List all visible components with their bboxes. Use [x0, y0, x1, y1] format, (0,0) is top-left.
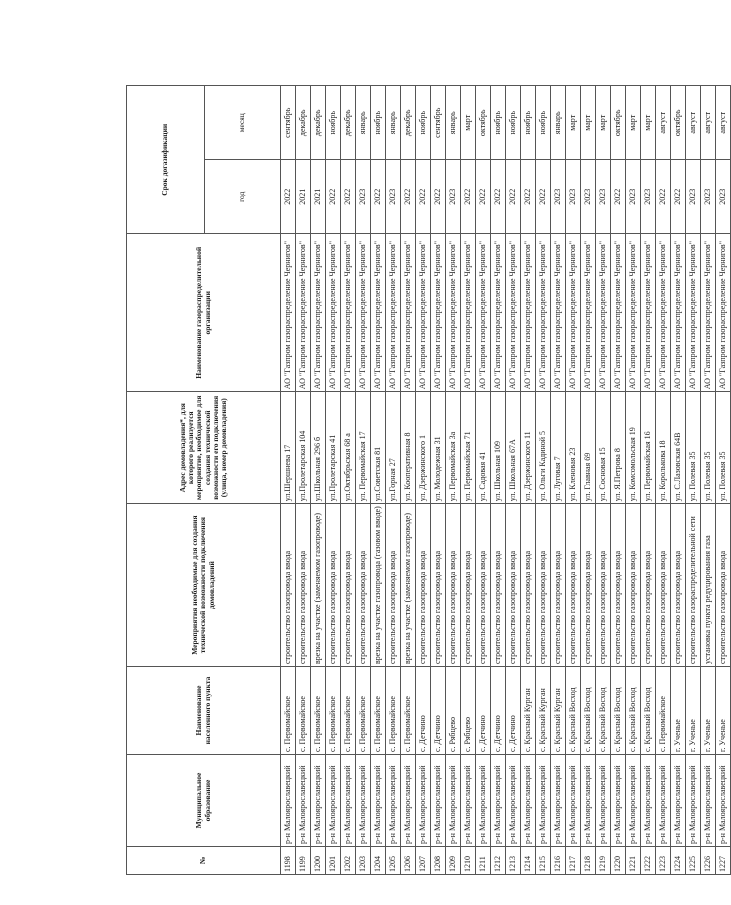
- table-row: [581, 86, 596, 875]
- cell-municipality: р-н Малоярославецкий: [611, 755, 626, 847]
- cell-measure: строительство газопровода ввода: [296, 504, 311, 667]
- cell-org: АО "Газпром газораспределение Чернигов": [551, 234, 566, 392]
- cell-org: АО "Газпром газораспределение Чернигов": [626, 234, 641, 392]
- header-municipality: Муниципальное образование: [127, 755, 281, 847]
- table-row: [656, 86, 671, 875]
- table-row: [431, 86, 446, 875]
- cell-month: январь: [356, 86, 371, 160]
- cell-settlement: с. Красный Восход: [611, 667, 626, 755]
- cell-org: АО "Газпром газораспределение Чернигов": [506, 234, 521, 392]
- header-num: №: [127, 847, 281, 875]
- cell-municipality: р-н Малоярославецкий: [341, 755, 356, 847]
- cell-num: 1227: [716, 847, 731, 875]
- cell-address: ул. Луговая 7: [551, 392, 566, 504]
- cell-settlement: с. Первомайское: [326, 667, 341, 755]
- table-row: [671, 86, 686, 875]
- cell-municipality: р-н Малоярославецкий: [521, 755, 536, 847]
- table-row: [551, 86, 566, 875]
- cell-settlement: с. Красный Восход: [641, 667, 656, 755]
- cell-address: ул. Школьная 109: [491, 392, 506, 504]
- cell-measure: врезка на участке (заменяемом газопроводе): [311, 504, 326, 667]
- cell-org: АО "Газпром газораспределение Чернигов": [311, 234, 326, 392]
- cell-address: ул. Кооперативная 8: [401, 392, 416, 504]
- cell-address: ул. Первомайская 17: [356, 392, 371, 504]
- cell-settlement: с. Первомайское: [281, 667, 296, 755]
- cell-measure: строительство газопровода ввода: [326, 504, 341, 667]
- cell-num: 1205: [386, 847, 401, 875]
- cell-measure: строительство газопровода ввода: [641, 504, 656, 667]
- cell-num: 1212: [491, 847, 506, 875]
- cell-month: январь: [386, 86, 401, 160]
- cell-measure: строительство газопровода ввода: [536, 504, 551, 667]
- cell-municipality: р-н Малоярославецкий: [491, 755, 506, 847]
- cell-settlement: с. Красный Восход: [581, 667, 596, 755]
- cell-municipality: р-н Малоярославецкий: [671, 755, 686, 847]
- cell-settlement: с. Первомайское: [341, 667, 356, 755]
- cell-municipality: р-н Малоярославецкий: [566, 755, 581, 847]
- cell-measure: строительство газопровода ввода: [566, 504, 581, 667]
- cell-municipality: р-н Малоярославецкий: [641, 755, 656, 847]
- cell-month: ноябрь: [491, 86, 506, 160]
- cell-year: 2022: [281, 160, 296, 234]
- cell-year: 2022: [656, 160, 671, 234]
- cell-measure: строительство газопровода ввода: [416, 504, 431, 667]
- cell-num: 1219: [596, 847, 611, 875]
- cell-year: 2022: [506, 160, 521, 234]
- cell-measure: врезка на участке газопровода (газовом вводе): [371, 504, 386, 667]
- header-settlement: Наименование населенного пункта: [127, 667, 281, 755]
- cell-year: 2022: [521, 160, 536, 234]
- cell-municipality: р-н Малоярославецкий: [596, 755, 611, 847]
- cell-measure: строительство газопровода ввода: [461, 504, 476, 667]
- cell-address: ул.Пролетарская 41: [326, 392, 341, 504]
- cell-org: АО "Газпром газораспределение Чернигов": [296, 234, 311, 392]
- cell-month: август: [701, 86, 716, 160]
- table-row: [686, 86, 701, 875]
- cell-org: АО "Газпром газораспределение Чернигов": [386, 234, 401, 392]
- cell-measure: строительство газопровода ввода: [341, 504, 356, 667]
- cell-num: 1222: [641, 847, 656, 875]
- cell-year: 2022: [611, 160, 626, 234]
- table-row: [506, 86, 521, 875]
- cell-org: АО "Газпром газораспределение Чернигов": [596, 234, 611, 392]
- cell-org: АО "Газпром газораспределение Чернигов": [326, 234, 341, 392]
- cell-num: 1217: [566, 847, 581, 875]
- table-row: [326, 86, 341, 875]
- cell-month: октябрь: [671, 86, 686, 160]
- cell-num: 1207: [416, 847, 431, 875]
- cell-org: АО "Газпром газораспределение Чернигов": [536, 234, 551, 392]
- cell-month: октябрь: [611, 86, 626, 160]
- cell-org: АО "Газпром газораспределение Чернигов": [656, 234, 671, 392]
- cell-month: ноябрь: [521, 86, 536, 160]
- table-row: [371, 86, 386, 875]
- cell-address: ул. Садовая 41: [476, 392, 491, 504]
- cell-settlement: с. Первомайское: [386, 667, 401, 755]
- cell-year: 2023: [641, 160, 656, 234]
- cell-org: АО "Газпром газораспределение Чернигов": [356, 234, 371, 392]
- table-row: [281, 86, 296, 875]
- cell-municipality: р-н Малоярославецкий: [431, 755, 446, 847]
- header-address: Адрес домовладения*, для которого реализуется мероприятие, необходимое для создания технической возможности его подключения (улица, номер домовладения): [127, 392, 281, 504]
- cell-settlement: с. Красный Курган: [521, 667, 536, 755]
- table-row: [386, 86, 401, 875]
- cell-address: ул. Комсомольская 19: [626, 392, 641, 504]
- gasification-table: [126, 85, 731, 875]
- cell-year: 2023: [596, 160, 611, 234]
- cell-num: 1202: [341, 847, 356, 875]
- cell-measure: строительство газопровода ввода: [491, 504, 506, 667]
- cell-year: 2022: [401, 160, 416, 234]
- table-row: [446, 86, 461, 875]
- cell-address: ул.Горная 27: [386, 392, 401, 504]
- cell-month: март: [596, 86, 611, 160]
- table-row: [611, 86, 626, 875]
- cell-settlement: с. Первомайское: [296, 667, 311, 755]
- table-row: [596, 86, 611, 875]
- cell-month: декабрь: [341, 86, 356, 160]
- cell-num: 1201: [326, 847, 341, 875]
- cell-settlement: с. Красный Курган: [536, 667, 551, 755]
- cell-month: январь: [446, 86, 461, 160]
- cell-measure: строительство газопровода ввода: [671, 504, 686, 667]
- cell-org: АО "Газпром газораспределение Чернигов": [461, 234, 476, 392]
- cell-num: 1198: [281, 847, 296, 875]
- cell-month: март: [461, 86, 476, 160]
- cell-settlement: с. Детчино: [491, 667, 506, 755]
- cell-org: АО "Газпром газораспределение Чернигов": [431, 234, 446, 392]
- cell-municipality: р-н Малоярославецкий: [716, 755, 731, 847]
- cell-org: АО "Газпром газораспределение Чернигов": [611, 234, 626, 392]
- cell-address: ул.Шершнева 17: [281, 392, 296, 504]
- header-measure: Мероприятия необходимые для создания технической возможности подключения домовладений: [127, 504, 281, 667]
- cell-month: ноябрь: [506, 86, 521, 160]
- cell-municipality: р-н Малоярославецкий: [311, 755, 326, 847]
- cell-org: АО "Газпром газораспределение Чернигов": [641, 234, 656, 392]
- cell-num: 1211: [476, 847, 491, 875]
- cell-address: ул. Первомайская 71: [461, 392, 476, 504]
- cell-month: ноябрь: [371, 86, 386, 160]
- cell-year: 2023: [566, 160, 581, 234]
- cell-settlement: с. Рябцево: [461, 667, 476, 755]
- cell-address: ул. Ольги Кадиной 5: [536, 392, 551, 504]
- header-month: месяц: [205, 86, 281, 160]
- cell-org: АО "Газпром газораспределение Чернигов": [341, 234, 356, 392]
- cell-month: март: [566, 86, 581, 160]
- table-row: [461, 86, 476, 875]
- table-row: [521, 86, 536, 875]
- cell-measure: строительство газопровода ввода: [581, 504, 596, 667]
- cell-num: 1218: [581, 847, 596, 875]
- cell-settlement: с. Первомайское: [656, 667, 671, 755]
- cell-num: 1224: [671, 847, 686, 875]
- cell-address: ул. Королькова 18: [656, 392, 671, 504]
- cell-month: март: [641, 86, 656, 160]
- table-row: [701, 86, 716, 875]
- cell-year: 2023: [626, 160, 641, 234]
- cell-address: ул. Дзержинского 11: [521, 392, 536, 504]
- cell-settlement: с. Красный Курган: [551, 667, 566, 755]
- cell-month: август: [686, 86, 701, 160]
- cell-month: август: [656, 86, 671, 160]
- cell-num: 1204: [371, 847, 386, 875]
- table-row: [401, 86, 416, 875]
- cell-year: 2022: [416, 160, 431, 234]
- cell-org: АО "Газпром газораспределение Чернигов": [281, 234, 296, 392]
- cell-month: ноябрь: [536, 86, 551, 160]
- cell-year: 2023: [356, 160, 371, 234]
- table-row: [716, 86, 731, 875]
- table-row: [566, 86, 581, 875]
- cell-address: ул.Октябрьская 68 а: [341, 392, 356, 504]
- cell-measure: установка пункта редуцирования газа: [701, 504, 716, 667]
- cell-measure: строительство газопровода ввода: [611, 504, 626, 667]
- cell-measure: строительство газопровода ввода: [431, 504, 446, 667]
- cell-year: 2022: [461, 160, 476, 234]
- cell-address: ул. Дзержинского 1: [416, 392, 431, 504]
- table-body: [281, 86, 731, 875]
- cell-municipality: р-н Малоярославецкий: [686, 755, 701, 847]
- cell-settlement: с. Рябцево: [446, 667, 461, 755]
- cell-org: АО "Газпром газораспределение Чернигов": [671, 234, 686, 392]
- cell-num: 1208: [431, 847, 446, 875]
- cell-org: АО "Газпром газораспределение Чернигов": [686, 234, 701, 392]
- cell-month: декабрь: [296, 86, 311, 160]
- cell-settlement: г. Ученые: [671, 667, 686, 755]
- cell-year: 2023: [551, 160, 566, 234]
- cell-municipality: р-н Малоярославецкий: [581, 755, 596, 847]
- cell-num: 1199: [296, 847, 311, 875]
- cell-month: август: [716, 86, 731, 160]
- cell-municipality: р-н Малоярославецкий: [701, 755, 716, 847]
- cell-num: 1216: [551, 847, 566, 875]
- cell-org: АО "Газпром газораспределение Чернигов": [401, 234, 416, 392]
- cell-measure: строительство газопровода ввода: [716, 504, 731, 667]
- cell-settlement: с. Красный Восход: [566, 667, 581, 755]
- cell-measure: строительство газопровода ввода: [521, 504, 536, 667]
- cell-settlement: с. Детчино: [416, 667, 431, 755]
- cell-num: 1215: [536, 847, 551, 875]
- cell-num: 1223: [656, 847, 671, 875]
- cell-address: ул.Советская 81: [371, 392, 386, 504]
- cell-year: 2022: [371, 160, 386, 234]
- table-row: [356, 86, 371, 875]
- cell-measure: строительство газопровода ввода: [386, 504, 401, 667]
- cell-year: 2023: [446, 160, 461, 234]
- cell-municipality: р-н Малоярославецкий: [401, 755, 416, 847]
- cell-settlement: с. Детчино: [506, 667, 521, 755]
- header-term-group: Срок догазификации: [127, 86, 205, 234]
- cell-measure: строительство газораспределительной сети: [686, 504, 701, 667]
- cell-year: 2022: [326, 160, 341, 234]
- table-row: [416, 86, 431, 875]
- cell-org: АО "Газпром газораспределение Чернигов": [491, 234, 506, 392]
- cell-settlement: с. Первомайское: [371, 667, 386, 755]
- cell-year: 2022: [491, 160, 506, 234]
- cell-num: 1206: [401, 847, 416, 875]
- cell-address: ул. Кленовая 23: [566, 392, 581, 504]
- cell-settlement: с. Детчино: [431, 667, 446, 755]
- cell-month: март: [581, 86, 596, 160]
- cell-measure: строительство газопровода ввода: [476, 504, 491, 667]
- cell-address: ул. Молодежная 31: [431, 392, 446, 504]
- cell-settlement: г. Ученые: [686, 667, 701, 755]
- cell-num: 1221: [626, 847, 641, 875]
- cell-num: 1226: [701, 847, 716, 875]
- table-row: [491, 86, 506, 875]
- cell-year: 2022: [671, 160, 686, 234]
- cell-year: 2021: [296, 160, 311, 234]
- header-year: год: [205, 160, 281, 234]
- table-row: [536, 86, 551, 875]
- cell-month: декабрь: [311, 86, 326, 160]
- cell-address: ул. Полевая 35: [716, 392, 731, 504]
- cell-num: 1213: [506, 847, 521, 875]
- cell-municipality: р-н Малоярославецкий: [626, 755, 641, 847]
- cell-month: октябрь: [476, 86, 491, 160]
- table-row: [296, 86, 311, 875]
- cell-org: АО "Газпром газораспределение Чернигов": [446, 234, 461, 392]
- cell-municipality: р-н Малоярославецкий: [476, 755, 491, 847]
- cell-settlement: г. Ученые: [716, 667, 731, 755]
- cell-measure: врезка на участке (заменяемом газопроводе): [401, 504, 416, 667]
- cell-municipality: р-н Малоярославецкий: [461, 755, 476, 847]
- cell-settlement: с. Красный Восход: [626, 667, 641, 755]
- cell-year: 2021: [311, 160, 326, 234]
- cell-num: 1209: [446, 847, 461, 875]
- cell-num: 1210: [461, 847, 476, 875]
- cell-address: ул.Школьная 296 б: [311, 392, 326, 504]
- cell-measure: строительство газопровода ввода: [626, 504, 641, 667]
- cell-address: ул. Сосновая 15: [596, 392, 611, 504]
- cell-org: АО "Газпром газораспределение Чернигов": [566, 234, 581, 392]
- cell-address: ул. Полевая 35: [701, 392, 716, 504]
- cell-org: АО "Газпром газораспределение Чернигов": [416, 234, 431, 392]
- table-row: [341, 86, 356, 875]
- cell-org: АО "Газпром газораспределение Чернигов": [521, 234, 536, 392]
- cell-year: 2023: [386, 160, 401, 234]
- cell-month: декабрь: [401, 86, 416, 160]
- cell-measure: строительство газопровода ввода: [506, 504, 521, 667]
- cell-measure: строительство газопровода ввода: [446, 504, 461, 667]
- table-row: [476, 86, 491, 875]
- cell-municipality: р-н Малоярославецкий: [386, 755, 401, 847]
- cell-month: январь: [551, 86, 566, 160]
- cell-municipality: р-н Малоярославецкий: [551, 755, 566, 847]
- cell-settlement: с. Первомайское: [356, 667, 371, 755]
- cell-month: ноябрь: [326, 86, 341, 160]
- cell-month: сентябрь: [281, 86, 296, 160]
- cell-org: АО "Газпром газораспределение Чернигов": [701, 234, 716, 392]
- cell-year: 2022: [536, 160, 551, 234]
- header-org: Наименование газораспределительной организации: [127, 234, 281, 392]
- cell-municipality: р-н Малоярославецкий: [506, 755, 521, 847]
- cell-year: 2023: [581, 160, 596, 234]
- cell-org: АО "Газпром газораспределение Чернигов": [371, 234, 386, 392]
- cell-municipality: р-н Малоярославецкий: [371, 755, 386, 847]
- cell-municipality: р-н Малоярославецкий: [326, 755, 341, 847]
- cell-month: ноябрь: [416, 86, 431, 160]
- cell-settlement: с. Детчино: [476, 667, 491, 755]
- cell-settlement: г. Ученые: [701, 667, 716, 755]
- cell-year: 2023: [701, 160, 716, 234]
- cell-num: 1220: [611, 847, 626, 875]
- cell-month: сентябрь: [431, 86, 446, 160]
- cell-municipality: р-н Малоярославецкий: [356, 755, 371, 847]
- cell-municipality: р-н Малоярославецкий: [446, 755, 461, 847]
- cell-num: 1225: [686, 847, 701, 875]
- cell-municipality: р-н Малоярославецкий: [281, 755, 296, 847]
- cell-org: АО "Газпром газораспределение Чернигов": [716, 234, 731, 392]
- cell-measure: строительство газопровода ввода: [596, 504, 611, 667]
- table-row: [311, 86, 326, 875]
- cell-year: 2023: [716, 160, 731, 234]
- cell-measure: строительство газопровода ввода: [356, 504, 371, 667]
- cell-address: ул. С.Лазовская 64В: [671, 392, 686, 504]
- cell-year: 2022: [431, 160, 446, 234]
- cell-num: 1200: [311, 847, 326, 875]
- cell-year: 2022: [476, 160, 491, 234]
- cell-settlement: с. Первомайское: [401, 667, 416, 755]
- cell-address: ул. Главная 69: [581, 392, 596, 504]
- cell-measure: строительство газопровода ввода: [551, 504, 566, 667]
- cell-municipality: р-н Малоярославецкий: [416, 755, 431, 847]
- cell-address: ул.Пролетарская 104: [296, 392, 311, 504]
- cell-month: март: [626, 86, 641, 160]
- cell-address: ул. Первомайская 16: [641, 392, 656, 504]
- cell-address: ул. Школьная 67А: [506, 392, 521, 504]
- table-row: [641, 86, 656, 875]
- cell-num: 1203: [356, 847, 371, 875]
- cell-settlement: с. Первомайское: [311, 667, 326, 755]
- cell-address: ул. Я.Петрова 8: [611, 392, 626, 504]
- cell-address: ул. Полевая 35: [686, 392, 701, 504]
- table-row: [626, 86, 641, 875]
- cell-num: 1214: [521, 847, 536, 875]
- cell-municipality: р-н Малоярославецкий: [656, 755, 671, 847]
- cell-year: 2022: [341, 160, 356, 234]
- cell-year: 2023: [686, 160, 701, 234]
- cell-measure: строительство газопровода ввода: [281, 504, 296, 667]
- cell-municipality: р-н Малоярославецкий: [296, 755, 311, 847]
- cell-municipality: р-н Малоярославецкий: [536, 755, 551, 847]
- cell-address: ул. Первомайская 3а: [446, 392, 461, 504]
- cell-measure: строительство газопровода ввода: [656, 504, 671, 667]
- cell-org: АО "Газпром газораспределение Чернигов": [476, 234, 491, 392]
- cell-org: АО "Газпром газораспределение Чернигов": [581, 234, 596, 392]
- cell-settlement: с. Красный Восход: [596, 667, 611, 755]
